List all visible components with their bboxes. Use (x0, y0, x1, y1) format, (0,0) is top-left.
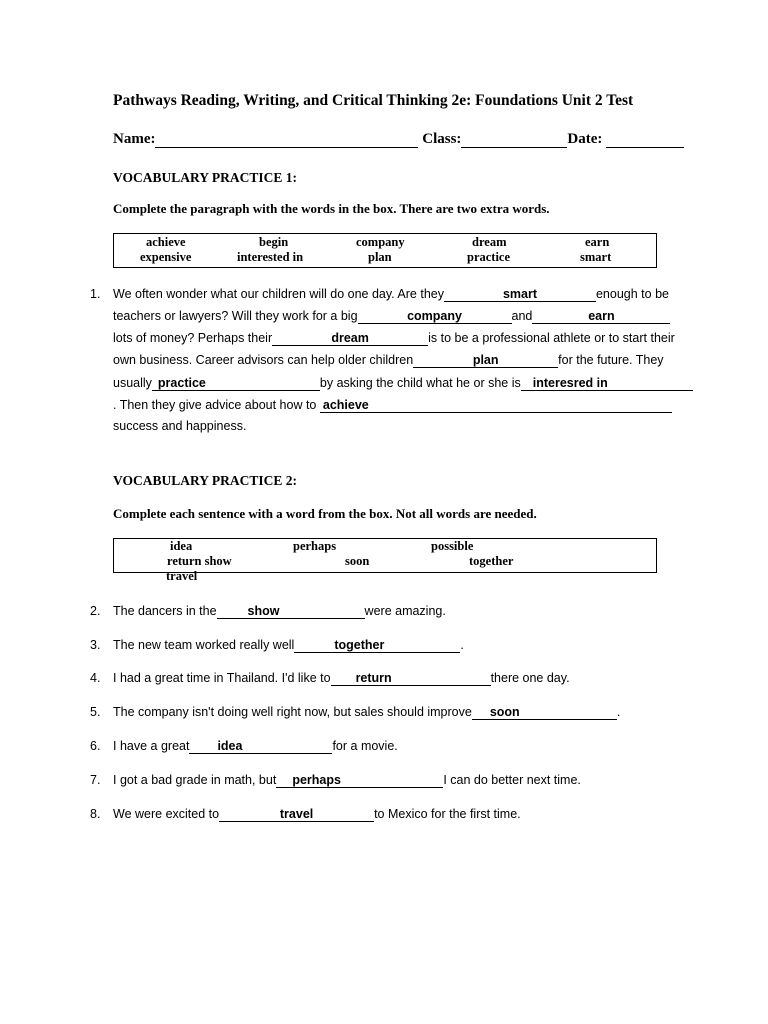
paragraph-line (113, 331, 675, 346)
box-word: possible (431, 539, 474, 553)
paragraph-text: by asking the child what he or she is (319, 376, 521, 390)
paragraph-text: own business. Career advisors can help older children (113, 353, 414, 367)
sentence-item (113, 739, 398, 754)
sentence-text: for a movie. (332, 739, 398, 753)
class-label: Class: (422, 131, 462, 147)
box-word: together (469, 554, 514, 568)
box-word: perhaps (293, 539, 337, 553)
item-number: 2. (90, 604, 101, 618)
box-word: expensive (140, 250, 192, 264)
item-number: 1. (90, 287, 101, 301)
box-word: interested in (237, 250, 304, 264)
paragraph-line (113, 287, 669, 302)
answer-blank[interactable]: earn (532, 310, 670, 324)
paragraph-text: and (511, 309, 533, 323)
item-number: 6. (90, 739, 101, 753)
sentence-text: . (460, 638, 464, 652)
date-label: Date: (567, 131, 603, 147)
header-row (113, 131, 684, 148)
item-number: 8. (90, 807, 101, 821)
sentence-text: to Mexico for the first time. (374, 807, 521, 821)
document-title: Pathways Reading, Writing, and Critical Thinking 2e: Foundations Unit 2 Test (113, 92, 634, 109)
paragraph-line (113, 353, 664, 368)
paragraph-text: is to be a professional athlete or to start their (428, 331, 675, 345)
sentence-item (113, 807, 521, 822)
answer-blank[interactable]: smart (444, 288, 596, 302)
box-word: return show (167, 554, 232, 568)
answer-blank[interactable]: travel (219, 808, 374, 822)
answer-blank[interactable]: soon (472, 706, 617, 720)
box-word: soon (345, 554, 370, 568)
paragraph-line (113, 309, 670, 324)
sentence-text: I got a bad grade in math, but (113, 773, 277, 787)
section2-instruction: Complete each sentence with a word from the box. Not all words are needed. (113, 506, 537, 521)
sentence-text: The company isn't doing well right now, but sales should improve (113, 705, 472, 719)
box-word: achieve (146, 235, 186, 249)
item-number: 5. (90, 705, 101, 719)
box-word: idea (170, 539, 193, 553)
answer-blank[interactable]: together (294, 639, 460, 653)
sentence-text: I have a great (113, 739, 190, 753)
item-number: 4. (90, 671, 101, 685)
name-field[interactable] (155, 132, 418, 148)
answer-blank[interactable]: dream (272, 332, 428, 346)
box-word: plan (368, 250, 392, 264)
answer-blank[interactable]: idea (189, 740, 332, 754)
paragraph-text: usually (113, 376, 152, 390)
answer-blank[interactable]: perhaps (276, 774, 443, 788)
paragraph-text: enough to be (595, 287, 669, 301)
word-box-2 (113, 538, 657, 573)
word-box-1 (113, 233, 657, 268)
class-field[interactable] (461, 132, 567, 148)
answer-blank[interactable]: return (331, 672, 491, 686)
sentence-item (113, 705, 620, 720)
sentence-item (113, 604, 446, 619)
answer-blank[interactable]: plan (413, 354, 558, 368)
paragraph-text: for the future. They (558, 353, 664, 367)
paragraph-text: lots of money? Perhaps their (113, 331, 273, 345)
item-number: 7. (90, 773, 101, 787)
section1-instruction: Complete the paragraph with the words in the box. There are two extra words. (113, 201, 550, 216)
box-word: practice (467, 250, 511, 264)
paragraph-line (113, 376, 693, 391)
paragraph-text: teachers or lawyers? Will they work for a big (113, 309, 358, 323)
answer-blank[interactable]: practice (152, 377, 320, 391)
item-number: 3. (90, 638, 101, 652)
sentence-text: The new team worked really well (113, 638, 295, 652)
box-word: travel (166, 569, 198, 583)
box-word: smart (580, 250, 612, 264)
paragraph-line: success and happiness. (113, 419, 247, 433)
sentence-text: We were excited to (113, 807, 220, 821)
box-word: earn (585, 235, 610, 249)
box-word: dream (472, 235, 507, 249)
name-label: Name: (113, 131, 156, 147)
paragraph-text: . Then they give advice about how to (113, 398, 317, 412)
section2-heading: VOCABULARY PRACTICE 2: (113, 473, 298, 488)
sentence-text: The dancers in the (113, 604, 217, 618)
sentence-text: were amazing. (364, 604, 446, 618)
sentence-text: I had a great time in Thailand. I'd like to (113, 671, 331, 685)
sentence-item (113, 638, 464, 653)
answer-blank[interactable]: interesred in (521, 377, 693, 391)
answer-blank[interactable]: company (358, 310, 512, 324)
date-field[interactable] (606, 132, 684, 148)
box-word: company (356, 235, 405, 249)
box-word: begin (259, 235, 289, 249)
answer-blank[interactable]: show (217, 605, 365, 619)
sentence-text: there one day. (490, 671, 570, 685)
paragraph-text: We often wonder what our children will do one day. Are they (113, 287, 444, 301)
sentence-item (113, 671, 570, 686)
paragraph-line (113, 398, 672, 413)
sentence-text: . (616, 705, 621, 719)
section1-heading: VOCABULARY PRACTICE 1: (113, 170, 298, 185)
sentence-text: I can do better next time. (443, 773, 581, 787)
answer-blank[interactable]: achieve (320, 399, 672, 413)
sentence-item (113, 773, 581, 788)
